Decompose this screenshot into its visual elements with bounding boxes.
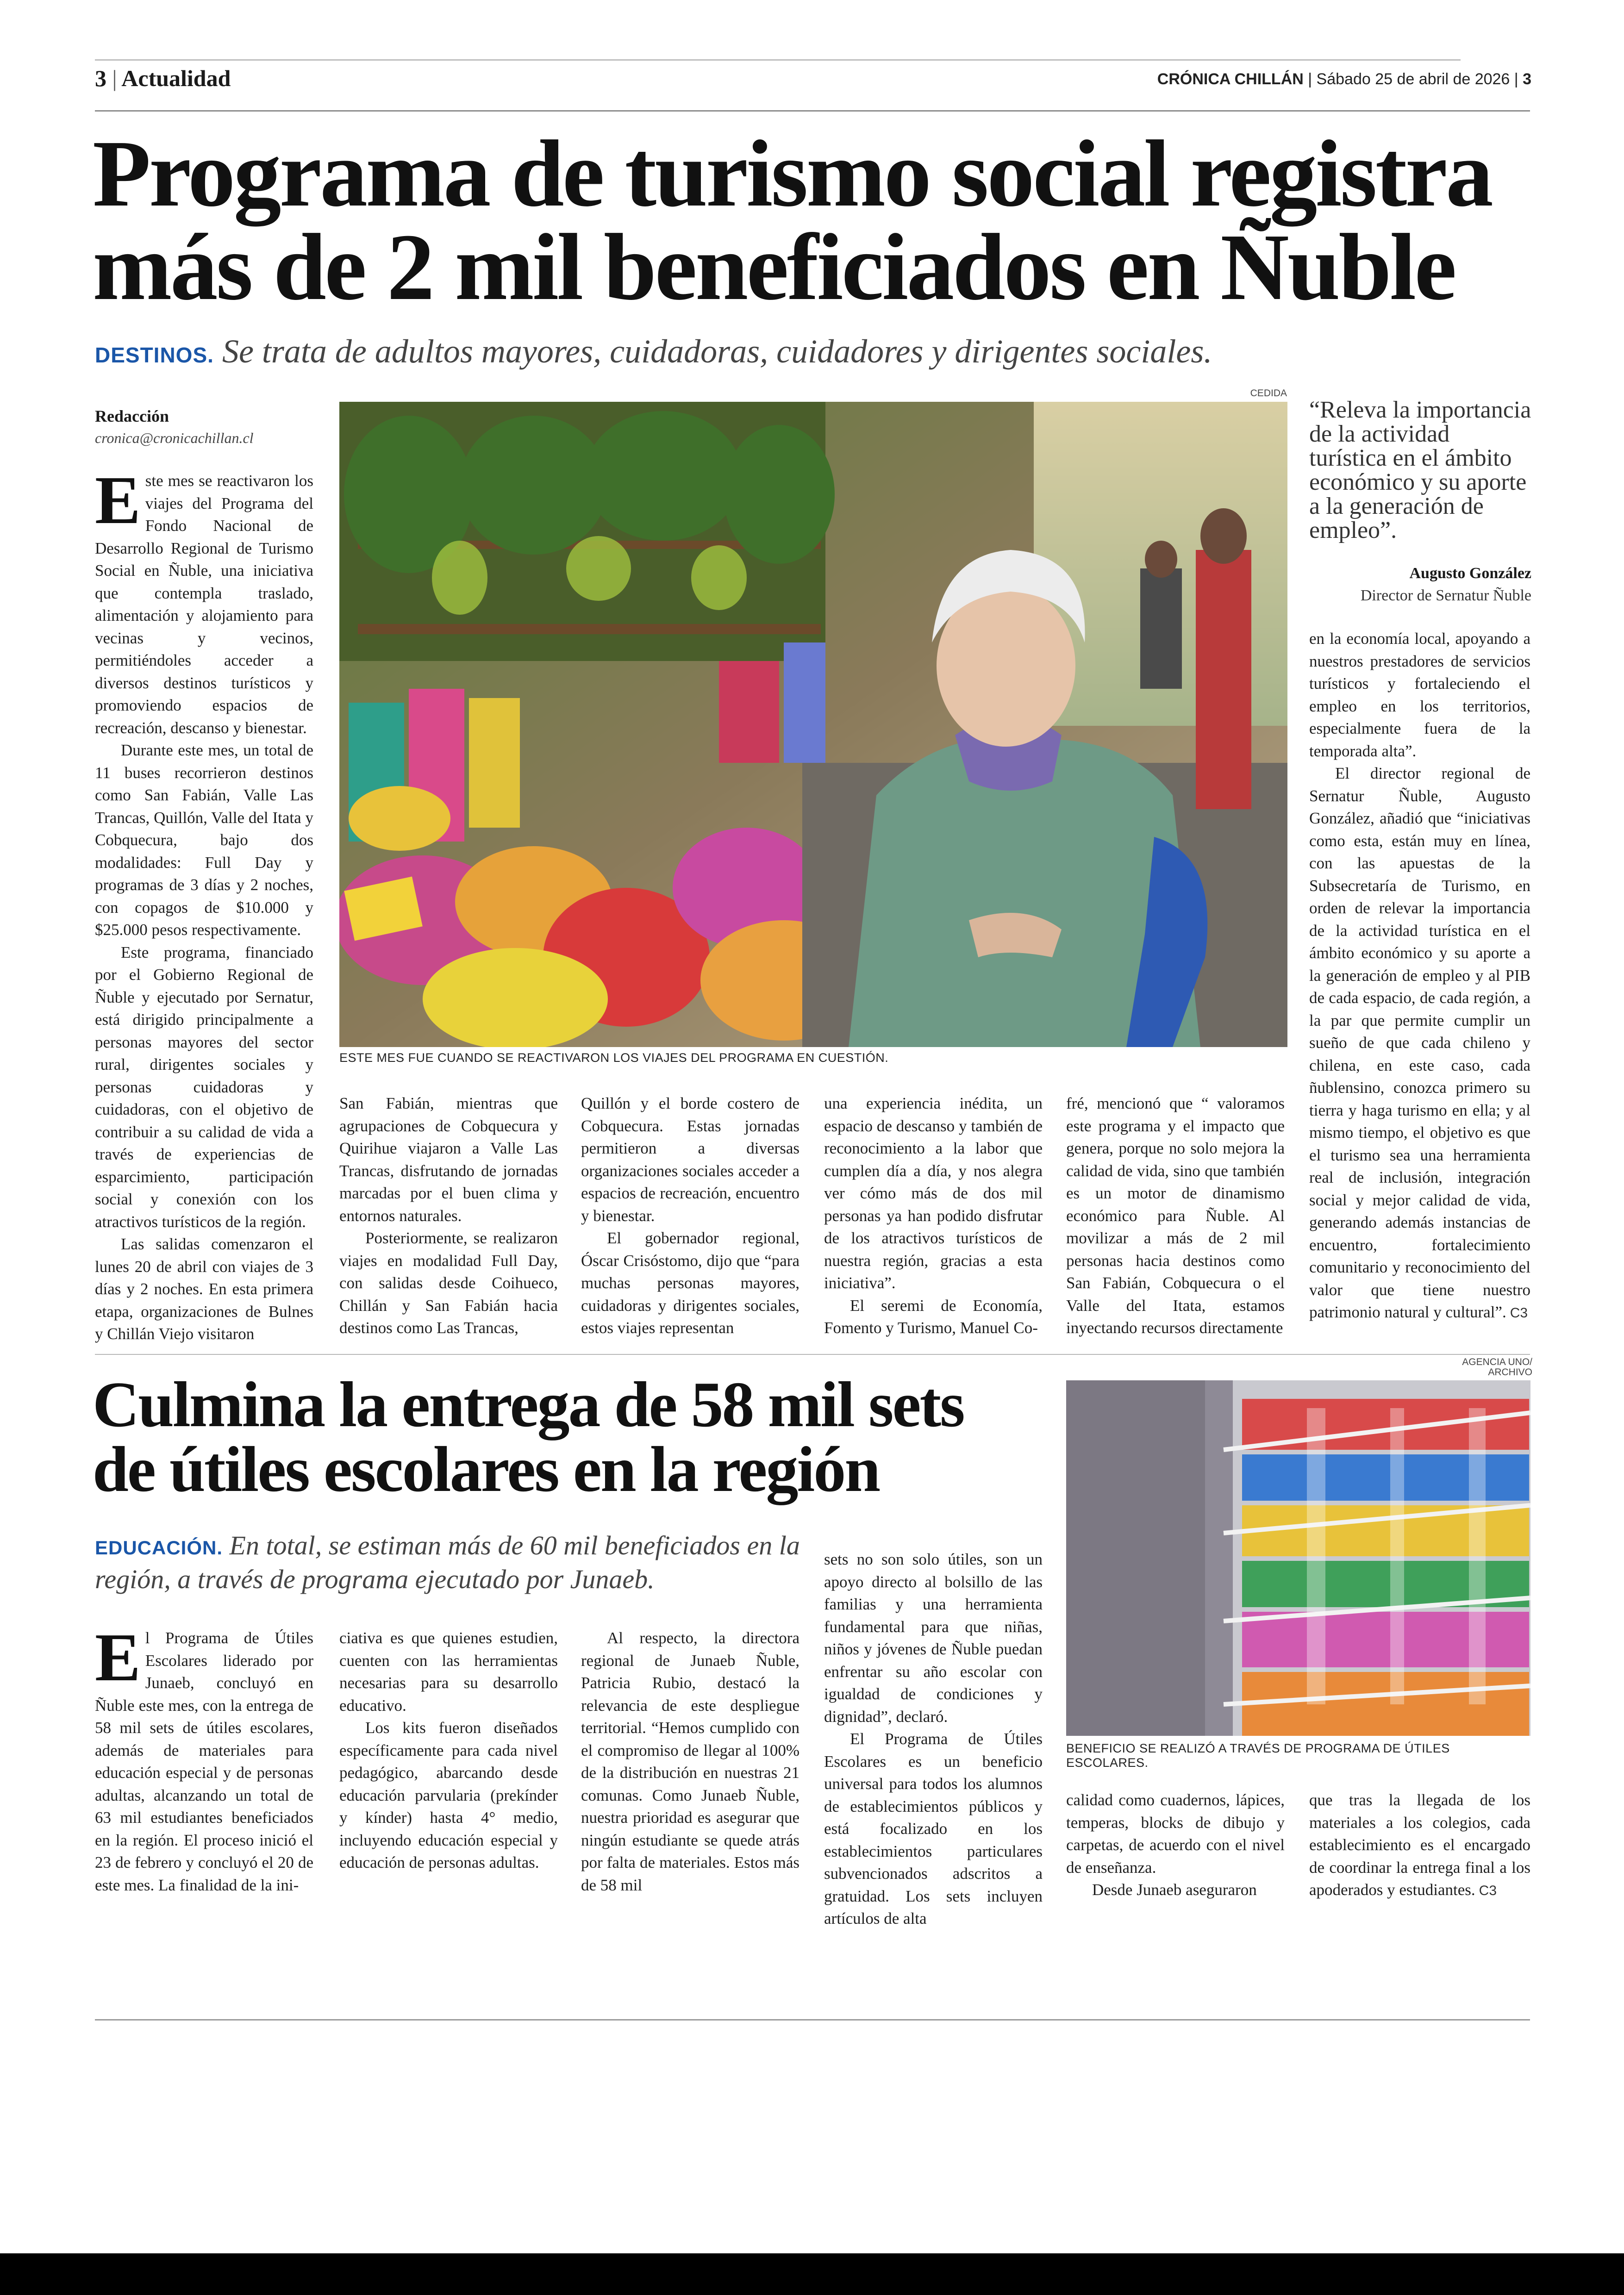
article1-col2-p1: San Fabián, mientras que agrupaciones de Cobquecura y Quirihue viajaron a Valle Las Trancas, disfrutando de jornadas marcadas por el buen clima y entornos naturales. — [339, 1094, 558, 1225]
article2-kicker: EDUCACIÓN. — [95, 1537, 223, 1559]
article2-col5-p2: Desde Junaeb aseguraron — [1092, 1881, 1257, 1899]
article2-column-6 — [1309, 1789, 1530, 1902]
page-number-right: 3 — [1523, 70, 1531, 88]
article2-headline-line2: de útiles escolares en la región — [93, 1434, 880, 1505]
article1-photo — [339, 402, 1287, 1047]
section-header — [95, 65, 231, 92]
article1-photo-caption: ESTE MES FUE CUANDO SE REACTIVARON LOS VIAJES DEL PROGRAMA EN CUESTIÓN. — [339, 1051, 889, 1065]
article2-col2-p1: ciativa es que quienes estudien, cuenten con las herramientas necesarias para su desarrollo educativo. — [339, 1629, 558, 1715]
top-rule — [95, 59, 1461, 61]
article2-column-5 — [1066, 1789, 1285, 1902]
header-sep: | — [1308, 70, 1317, 88]
article1-col4-p2: El seremi de Economía, Fomento y Turismo, Manuel Co- — [824, 1296, 1043, 1337]
article1-col1-p1: ste mes se reactivaron los viajes del Programa del Fondo Nacional de Desarrollo Regional de Turismo Social en Ñuble, una iniciativa que contempla traslado, alimentación y alojamiento para vecinas y vecinos, permitiéndoles acceder a diversos destinos turísticos y promoviendo espacios de recreación, descanso y bienestar. — [95, 472, 313, 737]
article2-col3-p1: Al respecto, la directora regional de Junaeb Ñuble, Patricia Rubio, destacó la relevancia de este despliegue territorial. “Hemos cumplido con el compromiso de llegar al 100% de la distribución en nuestras 21 comunas. Como Junaeb Ñuble, nuestra prioridad es asegurar que ningún estudiante se quede atrás por falta de materiales. Estos más de 58 mil — [581, 1629, 800, 1894]
publication-date: Sábado 25 de abril de 2026 — [1316, 70, 1510, 88]
article2-column-4 — [824, 1548, 1043, 1930]
article2-dropcap: E — [95, 1620, 141, 1696]
bottom-black-bar — [0, 2253, 1624, 2295]
article1-end-mark: C3 — [1510, 1305, 1528, 1321]
article1-col2-p2: Posteriormente, se realizaron viajes en modalidad Full Day, con salidas desde Coihueco, Chillán y San Fabián hacia destinos como Las Trancas, — [339, 1229, 558, 1337]
article2-dek-block — [95, 1530, 808, 1595]
article1-col4-p1: una experiencia inédita, un espacio de descanso y también de reconocimiento a la labor que cumplen día a día, y nos alegra ver cómo más de dos mil personas ya han podido disfrutar de los atractivos turísticos de nuestra región, gracias a esta iniciativa”. — [824, 1094, 1043, 1292]
publication-line — [1157, 70, 1531, 88]
article1-column-2 — [339, 1092, 558, 1340]
article1-pull-quote: “Releva la importancia de la actividad turística en el ámbito económico y su aporte a la generación de empleo”. — [1309, 397, 1531, 543]
article2-photo — [1066, 1380, 1530, 1736]
page-number: 3 — [95, 65, 106, 91]
article2-photo-credit-line1: AGENCIA UNO/ — [1462, 1357, 1532, 1367]
article1-photo-credit: CEDIDA — [1250, 388, 1287, 399]
article2-col5-p1: calidad como cuadernos, lápices, temperas, blocks de dibujo y carpetas, de acuerdo con el nivel de enseñanza. — [1066, 1791, 1285, 1877]
article1-column-6 — [1309, 628, 1530, 1325]
article2-photo-caption: BENEFICIO SE REALIZÓ A TRAVÉS DE PROGRAMA DE ÚTILES ESCOLARES. — [1066, 1741, 1450, 1770]
section-name: Actualidad — [121, 65, 231, 91]
article1-col3-p2: El gobernador regional, Óscar Crisóstomo, dijo que “para muchas personas mayores, cuidadoras y dirigentes sociales, estos viajes representan — [581, 1229, 800, 1337]
article1-email: cronica@cronicachillan.cl — [95, 430, 254, 446]
article1-quote-author: Augusto González — [1409, 565, 1531, 582]
article2-col4-p1: sets no son solo útiles, son un apoyo directo al bolsillo de las familias y una herramienta fundamental para que niñas, niños y jóvenes de Ñuble puedan enfrentar su año escolar con igualdad de condiciones y dignidad”, declaró. — [824, 1550, 1043, 1726]
article1-headline — [93, 120, 1574, 320]
header-sep-2: | — [1514, 70, 1523, 88]
article1-col3-p1: Quillón y el borde costero de Cobquecura. Estas jornadas permitieron a diversas organizaciones sociales acceder a espacios de recreación, encuentro y bienestar. — [581, 1094, 800, 1225]
article2-dek: En total, se estiman más de 60 mil beneficiados en la región, a través de programa ejecutado por Junaeb. — [95, 1530, 800, 1594]
article2-column-2 — [339, 1627, 558, 1874]
bottom-rule — [95, 2019, 1530, 2021]
article1-dropcap: E — [95, 462, 141, 538]
article1-col1-p4: Las salidas comenzaron el lunes 20 de abril con viajes de 3 días y 2 noches. En esta primera etapa, organizaciones de Bulnes y Chillán Viejo visitaron — [95, 1235, 313, 1343]
article1-col1-p2: Durante este mes, un total de 11 buses recorrieron destinos como San Fabián, Valle Las Trancas, Quillón, Valle del Itata y Cobquecura, bajo dos modalidades: Full Day y programas de 3 días y 2 noches, con copagos de $10.000 y $25.000 pesos respectivamente. — [95, 741, 313, 939]
article2-photo-credit-line2: ARCHIVO — [1488, 1367, 1532, 1378]
article2-col2-p2: Los kits fueron diseñados específicamente para cada nivel pedagógico, abarcando desde educación parvularia (prekínder y kínder) hasta 4° medio, incluyendo educación especial y educación de personas adultas. — [339, 1719, 558, 1871]
article1-col1-p3: Este programa, financiado por el Gobierno Regional de Ñuble y ejecutado por Sernatur, está dirigido principalmente a personas mayores del sector rural, dirigentes sociales y personas cuidadoras y cuidadoras, con el objetivo de contribuir a su calidad de vida a través de experiencias de esparcimiento, participación social y conexión con los atractivos turísticos de la región. — [95, 943, 313, 1231]
article2-column-1 — [95, 1620, 313, 1896]
article1-col6-p2: El director regional de Sernatur Ñuble, Augusto González, añadió que “iniciativas como esta, están muy en línea, con las apuestas de la Subsecretaría de Turismo, en orden de relevar la importancia de la actividad turística en el ámbito económico y su aporte a la generación de empleo y al PIB de cada espacio, de cada región, a la par que permite cumplir un sueño de que cada chileno y chilena, en este caso, cada ñublensino, conozca primero su tierra y haga turismo en ella; y al mismo tiempo, el objetivo es que el turismo sea una herramienta real de inclusión, integración social y mejor calidad de vida, generando además instancias de encuentro, fortalecimiento comunitario y reconocimiento del valor que tiene nuestro patrimonio natural y cultural”. — [1309, 764, 1530, 1321]
article1-kicker: DESTINOS. — [95, 343, 214, 367]
article1-column-4 — [824, 1092, 1043, 1340]
article2-col6-p1: que tras la llegada de los materiales a los colegios, cada establecimiento es el encargado de coordinar la entrega final a los apoderados y estudiantes. — [1309, 1791, 1530, 1899]
article1-dek-line — [95, 332, 1553, 371]
article2-col1-p1: l Programa de Útiles Escolares liderado por Junaeb, concluyó en Ñuble este mes, con la entrega de 58 mil sets de útiles escolares, además de materiales para educación especial y de personas adultas, alcanzando un total de 63 mil estudiantes beneficiados en la región. El proceso inició el 23 de febrero y concluyó el 20 de este mes. La finalidad de la ini- — [95, 1629, 313, 1894]
article1-quote-role: Director de Sernatur Ñuble — [1360, 587, 1531, 604]
article1-byline: Redacción — [95, 407, 169, 425]
article1-column-3 — [581, 1092, 800, 1340]
publication-name: CRÓNICA CHILLÁN — [1157, 70, 1304, 88]
article1-col6-p1: en la economía local, apoyando a nuestros prestadores de servicios turísticos y fortaleciendo el empleo en los territorios, especialmente fuera de la temporada alta”. — [1309, 630, 1530, 760]
article2-headline-line1: Culmina la entrega de 58 mil sets — [93, 1369, 964, 1441]
article1-col5-p1: fré, mencionó que “ valoramos este programa y el impacto que genera, porque no solo mejora la calidad de vida, sino que también es un motor de dinamismo económico para Ñuble. Al movilizar a más de 2 mil personas hacia destinos como San Fabián, Cobquecura o el Valle del Itata, estamos inyectando recursos directamente — [1066, 1094, 1285, 1337]
article2-headline — [93, 1369, 1065, 1505]
school-supplies-photo-illustration — [1066, 1380, 1530, 1736]
article1-dek: Se trata de adultos mayores, cuidadoras, cuidadores y dirigentes sociales. — [222, 333, 1212, 370]
market-photo-illustration — [339, 402, 1287, 1047]
article2-column-3 — [581, 1627, 800, 1896]
header-rule — [95, 110, 1530, 112]
article2-photo-credit — [1426, 1357, 1532, 1378]
article2-end-mark: C3 — [1479, 1883, 1497, 1898]
article2-col4-p2: El Programa de Útiles Escolares es un beneficio universal para todos los alumnos de establecimientos públicos y está focalizado en los establecimientos particulares subvencionados adscritos a gratuidad. Los sets incluyen artículos de alta — [824, 1730, 1043, 1927]
article1-column-1 — [95, 462, 313, 1346]
header-divider: | — [112, 65, 117, 91]
article1-column-5 — [1066, 1092, 1285, 1340]
article1-headline-line2: más de 2 mil beneficiados en Ñuble — [93, 214, 1455, 320]
article-separator — [95, 1354, 1530, 1355]
article1-headline-line1: Programa de turismo social registra — [93, 120, 1492, 226]
